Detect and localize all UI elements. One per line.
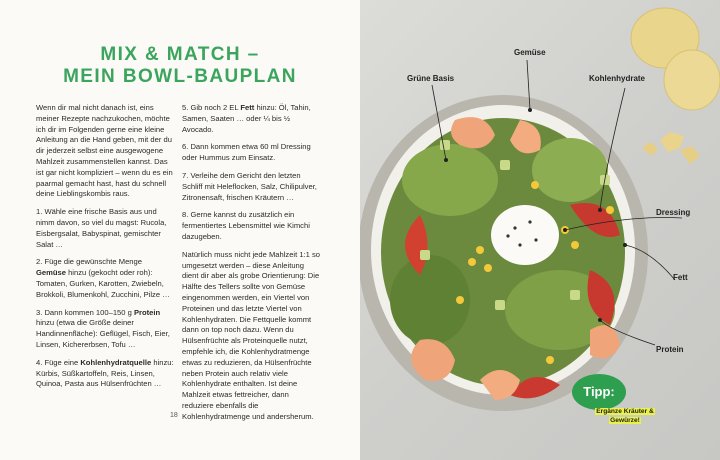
tipp-note-line2: Gewürze! <box>610 416 640 424</box>
step-2: 2. Füge die gewünschte Menge Gemüse hinzu (gekocht oder roh): Tomaten, Gurken, Karotten, Zwiebeln, Brokkoli, Blumenkohl, Zucchini, Pilze … <box>36 257 170 299</box>
label-gemuese: Gemüse <box>514 48 546 57</box>
tipp-badge: Tipp: <box>572 374 626 410</box>
step-4: 4. Füge eine Kohlenhydratquelle hinzu: Kürbis, Süßkartoffeln, Reis, Linsen, Quinoa, Pasta aus Hülsenfrüchten … <box>36 357 174 389</box>
text-column-left <box>36 103 174 397</box>
closing-paragraph: Natürlich muss nicht jede Mahlzeit 1:1 so umgesetzt werden – diese Anleitung dient dir aber als grobe Orientierung: Die Hälfte des Tellers sollte von Gemüse eingenommen werden, ein Viertel von Proteinen und das letzte Viertel von Kohlenhydraten. Die Fettquelle kommt dann on top noch dazu. Wenn du Hülsenfrüchte als Proteinquelle nutzt, empfehle ich, die Kohlenhydratmenge etwas zu reduzieren, da Hülsenfrüchte neben Protein auch relativ viele Kohlenhydrate enthalten. Ist deine Mahlzeit etwas fettreicher, dann reduziere ebenfalls die Kohlenhydratmenge und andersherum. <box>182 249 321 421</box>
right-page-photo <box>360 0 720 460</box>
label-dressing: Dressing <box>656 208 691 217</box>
step-3: 3. Dann kommen 100–150 g Protein hinzu (etwa die Größe deiner Handinnenfläche): Geflügel, Fisch, Eier, Linsen, Kichererbsen, Tofu … <box>36 307 170 349</box>
page-title-line2: MEIN BOWL-BAUPLAN <box>63 66 297 87</box>
rice-cakes-illustration <box>631 8 720 164</box>
page-title-line1: MIX & MATCH – <box>100 44 260 65</box>
bowl-photo <box>360 0 720 460</box>
step-5: 5. Gib noch 2 EL Fett hinzu: Öl, Tahin, Samen, Saaten … oder ¼ bis ½ Avocado. <box>182 103 311 134</box>
step-1: 1. Wähle eine frische Basis aus und nimm davon, so viel du magst: Rucola, Eisbergsalat, Babyspinat, gemischter Salat … <box>36 207 167 249</box>
step-7: 7. Verleihe dem Gericht den letzten Schliff mit Heleflocken, Salz, Chilipulver, Zitronensaft, frischen Kräutern … <box>182 170 317 202</box>
label-gruene-basis: Grüne Basis <box>407 74 455 83</box>
step-8: 8. Gerne kannst du zusätzlich ein fermentiertes Lebensmittel wie Kimchi dazugeben. <box>182 210 310 241</box>
label-protein: Protein <box>656 345 684 354</box>
step-6: 6. Dann kommen etwa 60 ml Dressing oder Hummus zum Einsatz. <box>182 142 311 163</box>
salad-bowl-illustration <box>360 95 648 411</box>
text-column-right <box>182 103 320 430</box>
page-number: 18 <box>170 412 178 419</box>
label-kohlenhydrate: Kohlenhydrate <box>589 74 646 83</box>
label-fett: Fett <box>673 273 688 282</box>
intro-paragraph: Wenn dir mal nicht danach ist, eins meiner Rezepte nachzukochen, möchte ich dir im Folgenden gerne eine kleine Anleitung an die Hand geben, mit der du dir jederzeit selbst eine ausgewogene Mahlzeit zusammenstellen kannst. Das ist gar nicht kompliziert – wenn du es ein paarmal gemacht hast, hast du schnell deine Lieblingskombis raus. <box>36 103 173 199</box>
tipp-note <box>594 408 656 425</box>
tipp-note-line1: Ergänze Kräuter & <box>596 408 654 415</box>
